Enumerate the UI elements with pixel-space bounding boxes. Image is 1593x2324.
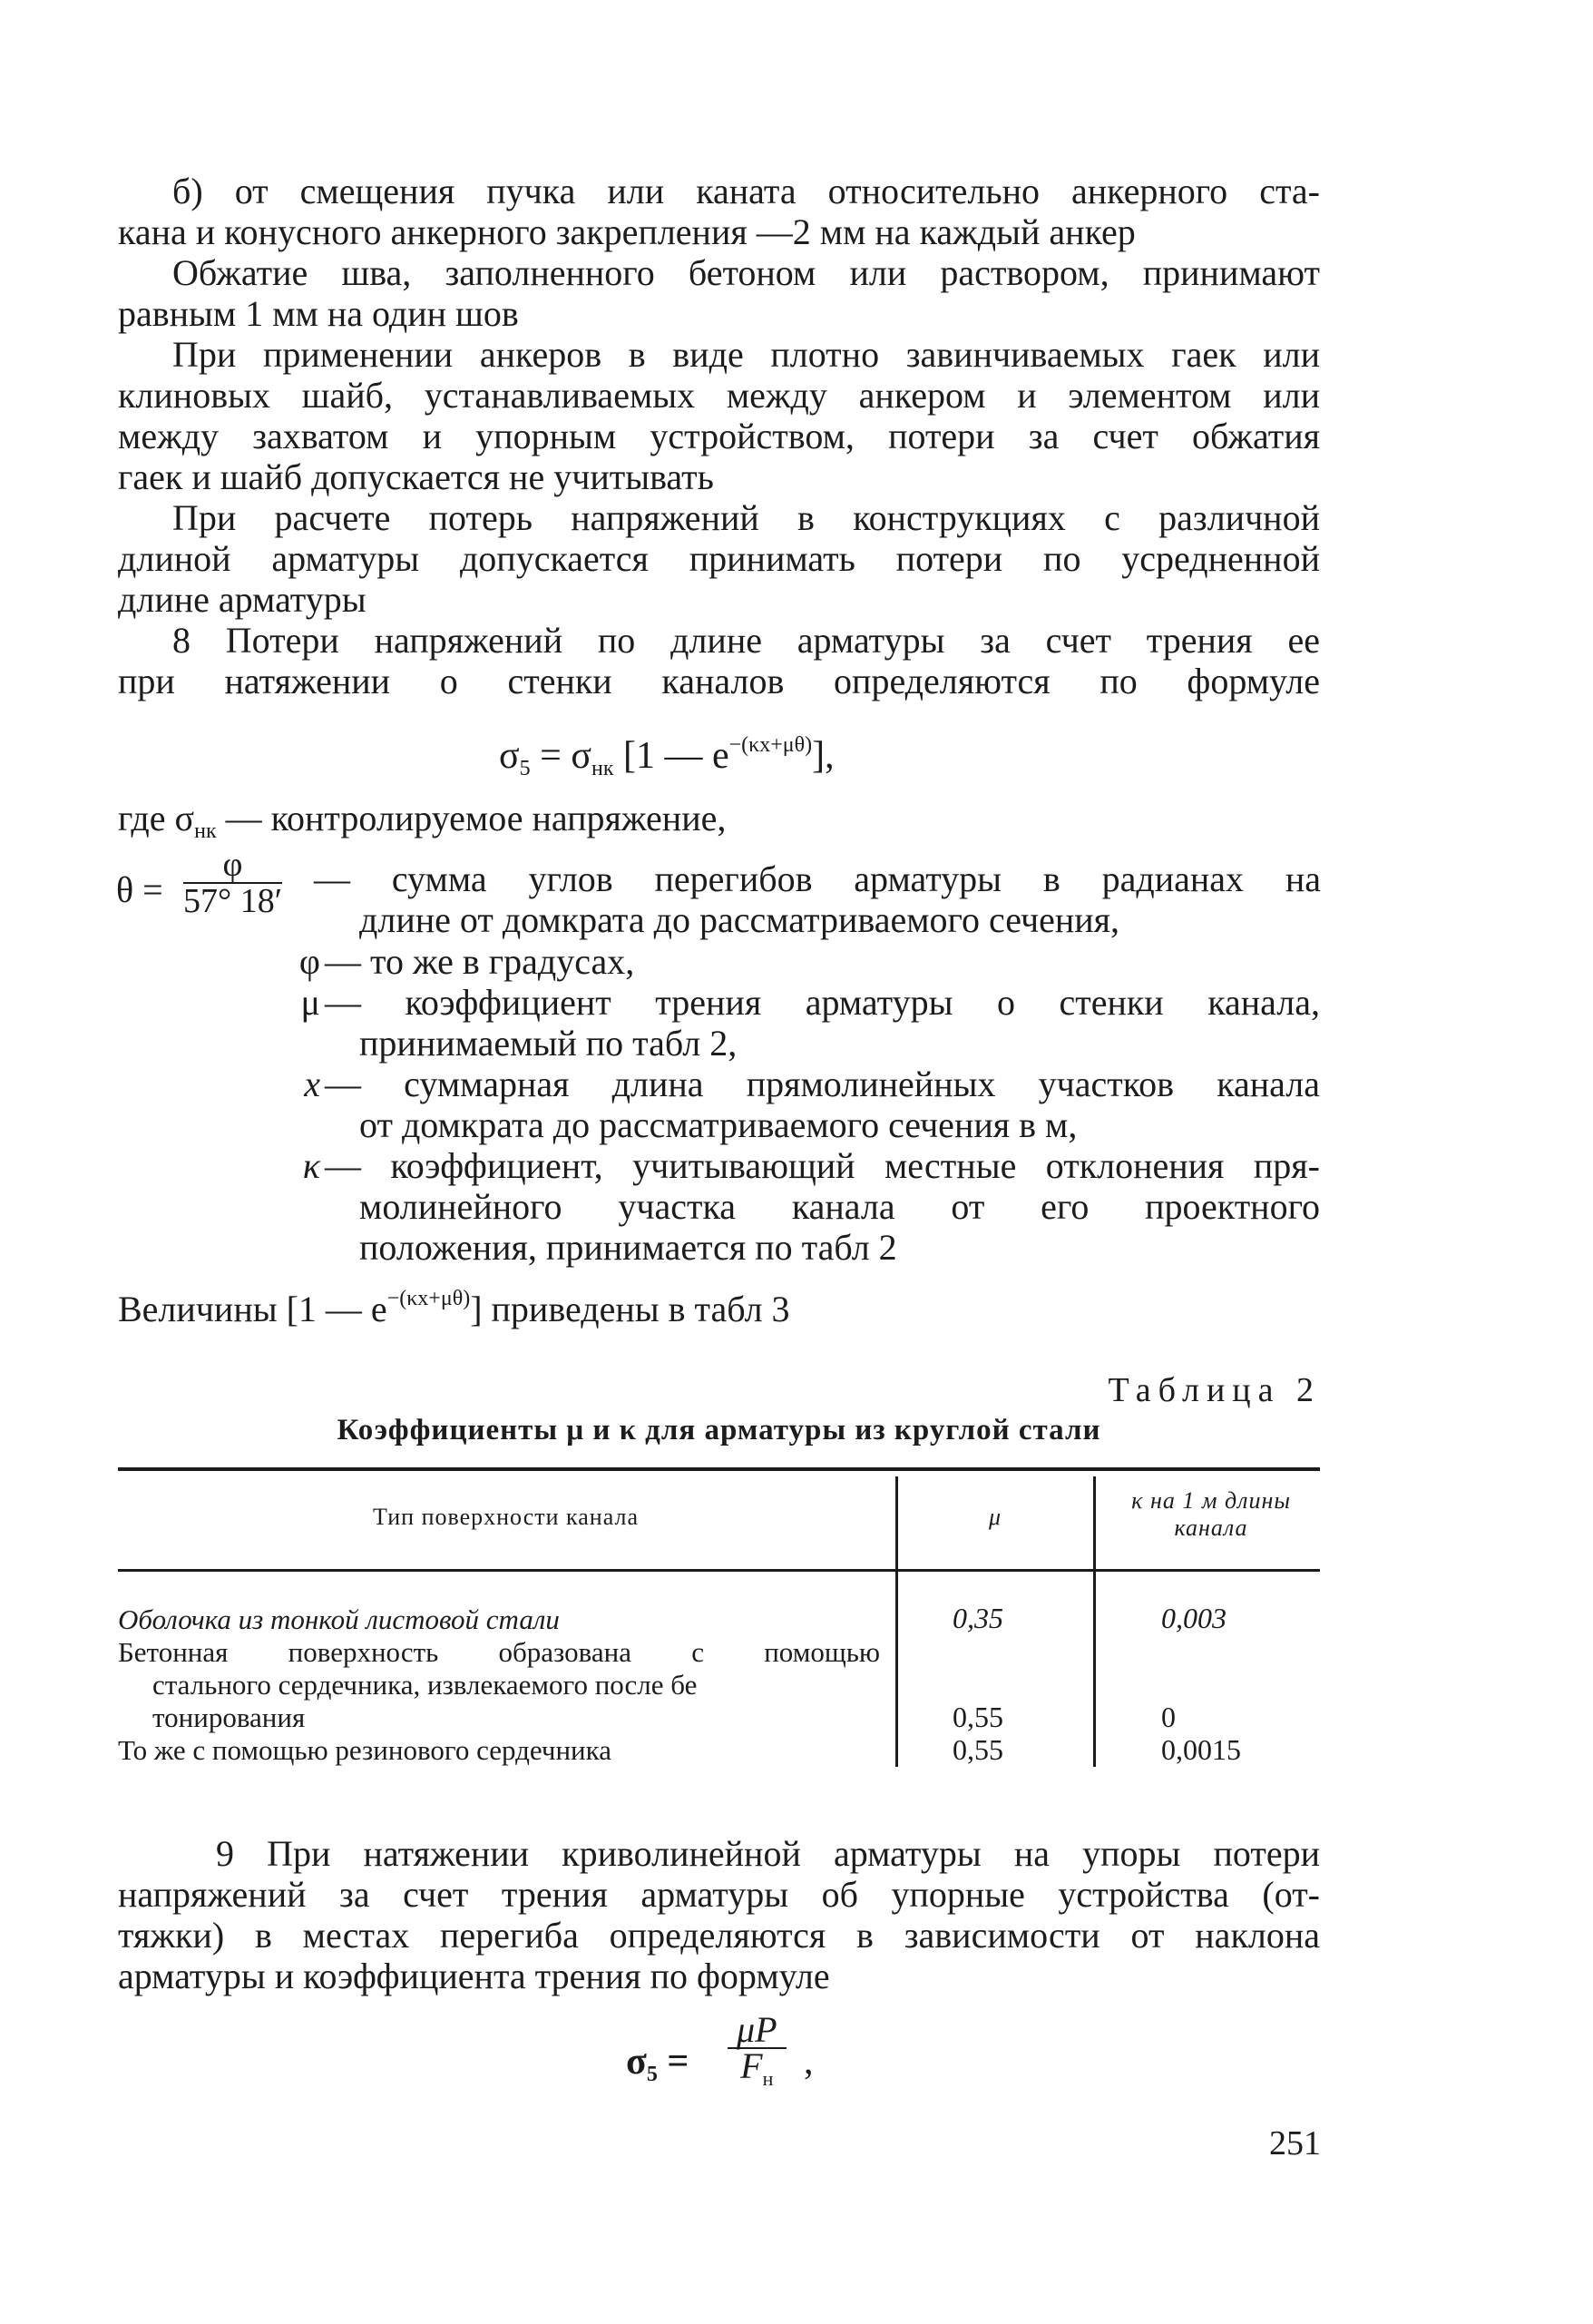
text-line: длине арматуры xyxy=(118,579,366,620)
values-tail: ] приведены в табл 3 xyxy=(470,1289,790,1329)
def-symbol: κ xyxy=(302,1145,320,1186)
paragraph-averaged-length xyxy=(118,497,1320,620)
coefficients-table xyxy=(118,1467,1320,1776)
values-reference-line xyxy=(118,1287,790,1330)
text-line: тяжки) в местах перегиба определяются в зависимости от наклона xyxy=(118,1915,1320,1956)
text-line: длине от домкрата до рассматриваемого сечения, xyxy=(359,899,1120,940)
def-symbol: μ xyxy=(300,982,320,1023)
text-line: напряжений за счет трения арматуры об упорные устройства (от- xyxy=(118,1874,1320,1915)
text-line: равным 1 мм на один шов xyxy=(118,293,519,334)
formula-subscript: 5 xyxy=(519,757,531,780)
text-line: длиной арматуры допускается принимать потери по усредненной xyxy=(118,538,1320,579)
formula-symbol: = xyxy=(657,2041,689,2083)
definition-theta xyxy=(116,844,1323,940)
text-line: положения, принимается по табл 2 xyxy=(359,1227,897,1268)
text-line: гаек и шайб допускается не учитывать xyxy=(118,456,714,497)
text-line: — коэффициент трения арматуры о стенки канала, xyxy=(325,982,1320,1023)
text-line: кана и конусного анкерного закрепления —2 мм на каждый анкер xyxy=(118,211,1136,252)
text-line: Обжатие шва, заполненного бетоном или раствором, принимают xyxy=(172,252,1320,293)
text-line: — коэффициент, учитывающий местные отклонения пря- xyxy=(325,1145,1320,1186)
where-rest: — контролируемое напряжение, xyxy=(216,798,727,838)
where-subscript: нк xyxy=(194,819,217,843)
theta-denominator: 57° 18′ xyxy=(183,882,283,920)
text-line: — сумма углов перегибов арматуры в радианах на xyxy=(314,858,1321,899)
where-lead: где σ xyxy=(118,798,195,838)
text-line: — то же в градусах, xyxy=(325,941,635,982)
formula-symbol: σ xyxy=(499,735,520,777)
text-line: — суммарная длина прямолинейных участков канала xyxy=(325,1064,1320,1104)
formula-subscript: нк xyxy=(591,757,614,780)
table-caption: Таблица 2 xyxy=(1108,1371,1321,1409)
values-lead: Величины [1 — e xyxy=(118,1289,387,1329)
definition-kappa xyxy=(116,1145,1323,1268)
paragraph-joint-compression xyxy=(118,252,1320,334)
formula-body: [1 — e xyxy=(613,735,729,777)
theta-fraction xyxy=(183,848,282,918)
definition-x xyxy=(116,1064,1323,1145)
header-surface-type: Тип поверхности канала xyxy=(373,1504,639,1530)
paragraph-anchor-slip xyxy=(118,171,1320,252)
table-divider xyxy=(895,1476,898,1767)
header-mu: μ xyxy=(988,1504,1002,1530)
formula-sigma5-friction xyxy=(499,733,835,781)
text-line: клиновых шайб, устанавливаемых между анкером и элементом или xyxy=(118,375,1320,416)
page-number: 251 xyxy=(1269,2124,1321,2162)
text-line: б) от смещения пучка или каната относительно анкерного ста- xyxy=(172,171,1320,211)
table-cell-mu: 0,55 xyxy=(953,1733,1003,1766)
formula-symbol: σ xyxy=(626,2041,647,2083)
text-line: При применении анкеров в виде плотно завинчиваемых гаек или xyxy=(172,334,1320,375)
def-symbol: x xyxy=(304,1064,320,1104)
formula-subscript: 5 xyxy=(646,2063,658,2086)
text-line: 9 При натяжении криволинейной арматуры на упоры потери xyxy=(216,1833,1320,1874)
table-title: Коэффициенты μ и κ для арматуры из круглой стали xyxy=(337,1414,1101,1446)
formula2-numerator: μP xyxy=(728,2013,787,2049)
theta-lhs: θ = xyxy=(116,869,163,910)
table-divider xyxy=(1093,1476,1096,1767)
text-line: от домкрата до рассматриваемого сечения в м, xyxy=(359,1104,1078,1145)
formula-exponent: −(κx+μθ) xyxy=(728,733,813,757)
values-exponent: −(κx+μθ) xyxy=(386,1287,471,1310)
text-line: принимаемый по табл 2, xyxy=(359,1023,738,1064)
formula2-lhs xyxy=(626,2040,689,2087)
formula-tail: ], xyxy=(812,735,835,777)
text-line: между захватом и упорным устройством, потери за счет обжатия xyxy=(118,416,1320,456)
table-cell-mu: 0,35 xyxy=(953,1602,1003,1634)
text-line: при натяжении о стенки каналов определяются по формуле xyxy=(118,661,1320,701)
theta-numerator: φ xyxy=(183,848,282,884)
text-line: молинейного участка канала от его проектного xyxy=(359,1186,1320,1227)
table-row-label: Бетонная поверхность образована с помощью xyxy=(118,1636,880,1668)
paragraph-nuts-washers xyxy=(118,334,1320,497)
table-top-rule xyxy=(118,1467,1320,1471)
table-cell-kappa: 0,0015 xyxy=(1161,1733,1241,1766)
table-row-label: тонирования xyxy=(152,1701,306,1733)
formula-symbol: = σ xyxy=(530,735,591,777)
formula-subscript: н xyxy=(762,2067,774,2090)
paragraph-curved-tendons xyxy=(118,1833,1320,1996)
formula2-fraction xyxy=(728,2009,787,2096)
table-row-label: стального сердечника, извлекаемого после бе xyxy=(152,1669,698,1701)
table-header-rule xyxy=(118,1569,1320,1572)
text-line: При расчете потерь напряжений в конструкциях с различной xyxy=(172,497,1320,538)
formula2-tail: , xyxy=(804,2041,814,2083)
formula2-den-symbol: F xyxy=(740,2045,763,2086)
definition-mu xyxy=(116,982,1323,1064)
text-line: 8 Потери напряжений по длине арматуры за счет трения ее xyxy=(172,620,1320,661)
table-row-label: То же с помощью резинового сердечника xyxy=(118,1734,611,1766)
paragraph-friction-losses xyxy=(118,620,1320,701)
table-cell-kappa: 0 xyxy=(1161,1701,1176,1733)
formula2-denominator xyxy=(728,2045,787,2096)
where-sigma-nk xyxy=(118,797,726,844)
table-cell-kappa: 0,003 xyxy=(1161,1602,1227,1634)
text-line: арматуры и коэффициента трения по формуле xyxy=(118,1956,830,1996)
def-symbol: φ xyxy=(298,941,320,982)
table-cell-mu: 0,55 xyxy=(953,1701,1003,1733)
header-kappa: κ на 1 м длины канала xyxy=(1131,1487,1291,1541)
table-row-label: Оболочка из тонкой листовой стали xyxy=(118,1603,560,1635)
